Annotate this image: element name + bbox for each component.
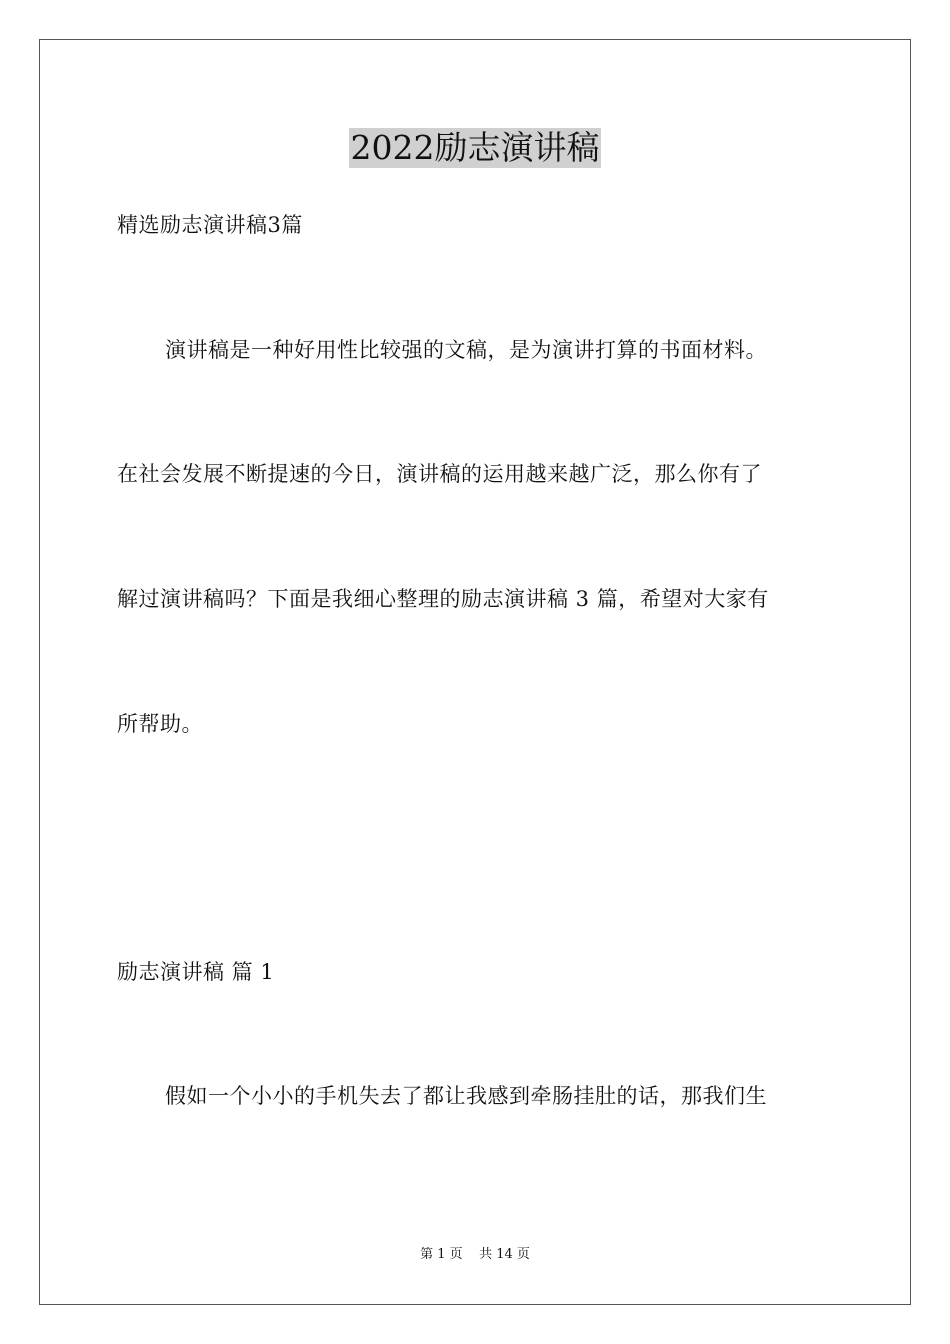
intro-line-3: 解过演讲稿吗？下面是我细心整理的励志演讲稿 3 篇，希望对大家有 [117, 587, 769, 611]
intro-line-2: 在社会发展不断提速的今日，演讲稿的运用越来越广泛，那么你有了 [117, 462, 762, 486]
section-heading: 励志演讲稿 篇 1 [117, 960, 275, 984]
intro-line-1: 演讲稿是一种好用性比较强的文稿，是为演讲打算的书面材料。 [165, 338, 767, 362]
document-subtitle: 精选励志演讲稿3篇 [117, 213, 303, 237]
section-line-1: 假如一个小小的手机失去了都让我感到牵肠挂肚的话，那我们生 [165, 1084, 767, 1108]
page-number-footer: 第 1 页 共 14 页 [420, 1247, 530, 1262]
document-title: 2022励志演讲稿 [350, 128, 600, 167]
intro-line-4: 所帮助。 [117, 712, 203, 736]
title-container [0, 128, 950, 168]
